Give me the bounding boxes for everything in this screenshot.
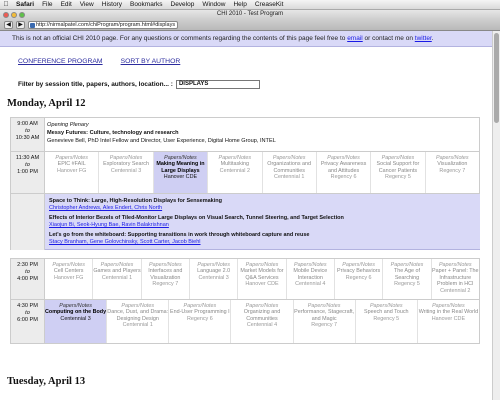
session-cell[interactable]: [432, 259, 479, 299]
session-type: Papers/Notes: [59, 303, 92, 309]
session-cell[interactable]: [383, 259, 431, 299]
session-cell[interactable]: [45, 300, 107, 343]
window-titlebar: [0, 10, 500, 19]
session-room: Hanover FG: [53, 274, 84, 281]
session-cell[interactable]: [238, 259, 286, 299]
session-type: Papers/Notes: [327, 155, 360, 161]
session-room: Centennial 4: [295, 281, 326, 288]
session-name: Privacy Awareness and Attitudes: [320, 161, 367, 174]
menu-help[interactable]: Help: [233, 1, 247, 8]
address-url: http://nirmalpatel.com/chiProgram/program.html#displays: [36, 21, 176, 28]
time-end: 4:00 PM: [17, 276, 38, 282]
session-name: Cell Centers: [53, 268, 84, 275]
session-name: Multitasking: [220, 161, 250, 168]
session-cell[interactable]: [287, 259, 335, 299]
session-room: Regency 6: [330, 174, 357, 181]
session-name: Performance, Stagecraft, and Magic: [294, 309, 355, 322]
session-room: Centennial 1: [101, 274, 133, 281]
session-cell[interactable]: [231, 300, 293, 343]
sort-by-author-link[interactable]: SORT BY AUTHOR: [120, 58, 181, 65]
menu-window[interactable]: Window: [202, 1, 226, 8]
plenary-title: Messy Futures: Culture, technology and research: [47, 130, 179, 136]
time-slot: [11, 300, 45, 343]
menu-view[interactable]: View: [79, 1, 94, 8]
time-start: 4:30 PM: [17, 303, 38, 309]
plenary-session[interactable]: [47, 121, 276, 145]
session-cell[interactable]: [418, 300, 479, 343]
back-button[interactable]: ◀: [4, 21, 13, 29]
session-type: Papers/Notes: [55, 155, 89, 161]
notice-text: This is not an official CHI 2010 page. For any questions or comments regarding the contents of this page feel free to: [12, 35, 346, 42]
schedule-row: [10, 300, 480, 344]
session-name: Market Models for Q&A Services: [240, 268, 284, 281]
session-cell[interactable]: [99, 152, 153, 193]
schedule-row: [10, 117, 480, 152]
session-name: End-User Programming I: [170, 309, 230, 316]
time-slot: [11, 152, 45, 193]
session-cell[interactable]: [426, 152, 479, 193]
session-cell[interactable]: [154, 152, 208, 193]
paper-title: Let's go from the whiteboard: Supporting transitions in work through whiteboard capture and reuse: [49, 232, 310, 238]
session-name: Interfaces and Visualization: [148, 268, 183, 281]
session-type: Papers/Notes: [390, 262, 424, 268]
menu-file[interactable]: File: [42, 1, 53, 8]
session-type: Papers/Notes: [121, 303, 155, 309]
session-room: Regency 7: [152, 281, 179, 288]
session-type: Papers/Notes: [342, 262, 375, 268]
session-cell[interactable]: [317, 152, 371, 193]
session-room: Centennial 1: [122, 322, 153, 329]
session-room: Regency 7: [311, 322, 338, 329]
session-room: Regency 5: [394, 281, 420, 288]
time-to: to: [25, 162, 30, 168]
close-window-button[interactable]: [3, 12, 9, 18]
forward-button[interactable]: ▶: [16, 21, 25, 29]
plenary-speaker: Genevieve Bell, PhD Intel Fellow and Director, User Experience, Digital Home Group, INTEL: [47, 138, 276, 144]
session-cells: [45, 259, 479, 299]
session-cell[interactable]: [371, 152, 425, 193]
session-room: Regency 6: [345, 274, 372, 281]
session-room: Centennial 3: [198, 274, 229, 281]
session-name: Writing in the Real World: [418, 309, 479, 316]
session-type: Papers/Notes: [435, 155, 469, 161]
session-cell[interactable]: [142, 259, 190, 299]
session-name: Games and Players: [93, 268, 141, 275]
twitter-link[interactable]: twitter: [414, 35, 432, 42]
menu-develop[interactable]: Develop: [170, 1, 195, 8]
time-end: 1:00 PM: [17, 169, 38, 175]
session-name: Mobile Device Interaction: [293, 268, 328, 281]
time-end: 6:00 PM: [17, 317, 38, 323]
paper-authors[interactable]: Stacy Branham, Gene Golovchinsky, Scott Carter, Jacob Biehl: [49, 239, 201, 245]
menu-history[interactable]: History: [101, 1, 122, 8]
session-type: Papers/Notes: [307, 303, 341, 309]
session-name: Exploratory Search: [103, 161, 149, 168]
session-cells: [45, 300, 479, 343]
time-start: 2:30 PM: [17, 262, 38, 268]
session-room: Regency 5: [385, 174, 411, 181]
session-type: Papers/Notes: [100, 262, 134, 268]
session-cell[interactable]: [107, 300, 169, 343]
session-room: Regency 6: [186, 315, 213, 322]
session-room: Centennial 3: [110, 167, 142, 174]
session-room: Centennial 1: [274, 174, 305, 181]
session-room: Centennial 4: [246, 322, 278, 329]
paper-title: Effects of Interior Bezels of Tiled-Monitor Large Displays on Visual Search, Tunnel Steering, and Target Selection: [49, 215, 344, 221]
session-name: Social Support for Cancer Patients: [376, 161, 420, 174]
program-nav: [18, 58, 180, 65]
session-type: Papers/Notes: [369, 303, 403, 309]
session-room: Hanover CDE: [163, 174, 198, 181]
email-link[interactable]: email: [347, 35, 363, 42]
time-end: 10:30 AM: [15, 135, 40, 141]
menu-safari[interactable]: Safari: [16, 1, 35, 8]
session-cell[interactable]: [169, 300, 231, 343]
time-start: 9:00 AM: [17, 121, 38, 127]
session-type: Papers/Notes: [272, 155, 306, 161]
session-cell[interactable]: [263, 152, 317, 193]
session-name: EPIC #FAIL: [57, 161, 86, 168]
session-name: Language 2.0: [197, 268, 231, 275]
session-type: Papers/Notes: [381, 155, 415, 161]
notice-banner: [0, 31, 500, 47]
time-start: 11:30 AM: [15, 155, 40, 161]
apple-icon[interactable]: [0, 1, 12, 8]
day-heading: Tuesday, April 13: [7, 376, 86, 387]
session-cell[interactable]: [335, 259, 383, 299]
session-name: Speech and Touch: [363, 309, 409, 316]
session-type: Papers/Notes: [52, 262, 85, 268]
session-type: Papers/Notes: [218, 155, 252, 161]
schedule-row: [10, 152, 480, 194]
window-title: CHI 2010 - Test Program: [216, 11, 284, 17]
filter-label: Filter by session title, papers, authors, location... :: [18, 81, 173, 88]
session-type: Papers/Notes: [245, 303, 279, 309]
browser-toolbar: [0, 19, 500, 31]
session-room: Centennial 2: [219, 167, 250, 174]
schedule-row: [10, 258, 480, 300]
session-name: Organizations and Communities: [267, 161, 312, 174]
menu-bookmarks[interactable]: Bookmarks: [129, 1, 163, 8]
session-name: Organizing and Communities: [243, 309, 281, 322]
detail-time-gutter: [10, 194, 44, 250]
menu-creasekit[interactable]: CreaseKit: [254, 1, 284, 8]
paper-title: Space to Think: Large, High-Resolution Displays for Sensemaking: [49, 198, 222, 204]
session-type: Papers/Notes: [148, 262, 182, 268]
favicon-icon: [30, 23, 35, 28]
session-room: Hanover CDE: [431, 315, 466, 322]
session-room: Hanover FG: [57, 167, 87, 174]
session-cell[interactable]: [208, 152, 262, 193]
session-type: Papers/Notes: [245, 262, 279, 268]
time-to: to: [25, 310, 30, 316]
session-name: Computing on the Body: [45, 309, 107, 316]
scrollbar[interactable]: [492, 31, 500, 400]
conference-program-link[interactable]: CONFERENCE PROGRAM: [18, 58, 103, 65]
session-room: Regency 5: [373, 315, 400, 322]
session-cell[interactable]: [190, 259, 238, 299]
session-cell[interactable]: [45, 259, 93, 299]
session-type: Papers/Notes: [293, 262, 327, 268]
menu-edit[interactable]: Edit: [60, 1, 72, 8]
menubar: [0, 0, 500, 10]
window-controls: [3, 12, 25, 18]
session-room: Centennial 3: [60, 315, 91, 322]
session-type: Papers/Notes: [438, 262, 472, 268]
day-heading: Monday, April 12: [7, 98, 86, 109]
session-name: Paper + Panel: The Infrastructure Problem in HCI: [432, 268, 479, 288]
paper-authors[interactable]: Xiaojun Bi, Seok-Hyung Bae, Ravin Balakrishnan: [49, 222, 169, 228]
paper-authors[interactable]: Christopher Andrews, Alex Endert, Chris North: [49, 205, 163, 211]
session-type: Papers/Notes: [197, 262, 230, 268]
time-slot: [11, 118, 45, 151]
session-type: Papers/Notes: [432, 303, 465, 309]
session-detail-panel: [44, 194, 480, 250]
session-name: Making Meaning in Large Displays: [156, 161, 205, 174]
session-room: Centennial 2: [440, 287, 471, 294]
time-to: to: [25, 128, 30, 134]
session-name: Privacy Behaviors: [337, 268, 381, 275]
session-name: Dance, Dust, and Drama: Designing Design: [107, 309, 169, 322]
session-cell[interactable]: [45, 152, 99, 193]
minimize-window-button[interactable]: [11, 12, 17, 18]
session-cell[interactable]: [294, 300, 356, 343]
filter-bar: [18, 80, 260, 89]
time-slot: [11, 259, 45, 299]
zoom-window-button[interactable]: [19, 12, 25, 18]
time-to: to: [25, 269, 30, 275]
time-gutter: [11, 194, 45, 250]
address-bar[interactable]: [28, 21, 178, 29]
plenary-type: Opening Plenary: [47, 122, 89, 128]
notice-mid-text: or contact me on: [364, 35, 413, 42]
session-name: Visualization: [437, 161, 468, 168]
session-name: The Age of Searching: [393, 268, 420, 281]
filter-input[interactable]: DISPLAYS: [176, 80, 260, 89]
session-type: Papers/Notes: [164, 155, 197, 161]
notice-end: .: [431, 35, 434, 42]
session-type: Papers/Notes: [109, 155, 143, 161]
session-type: Papers/Notes: [183, 303, 217, 309]
session-cell[interactable]: [356, 300, 418, 343]
scrollbar-thumb[interactable]: [494, 33, 499, 123]
session-room: Regency 7: [439, 167, 466, 174]
session-cells: [45, 152, 479, 193]
session-room: Hanover CDE: [245, 281, 279, 288]
session-cell[interactable]: [93, 259, 141, 299]
